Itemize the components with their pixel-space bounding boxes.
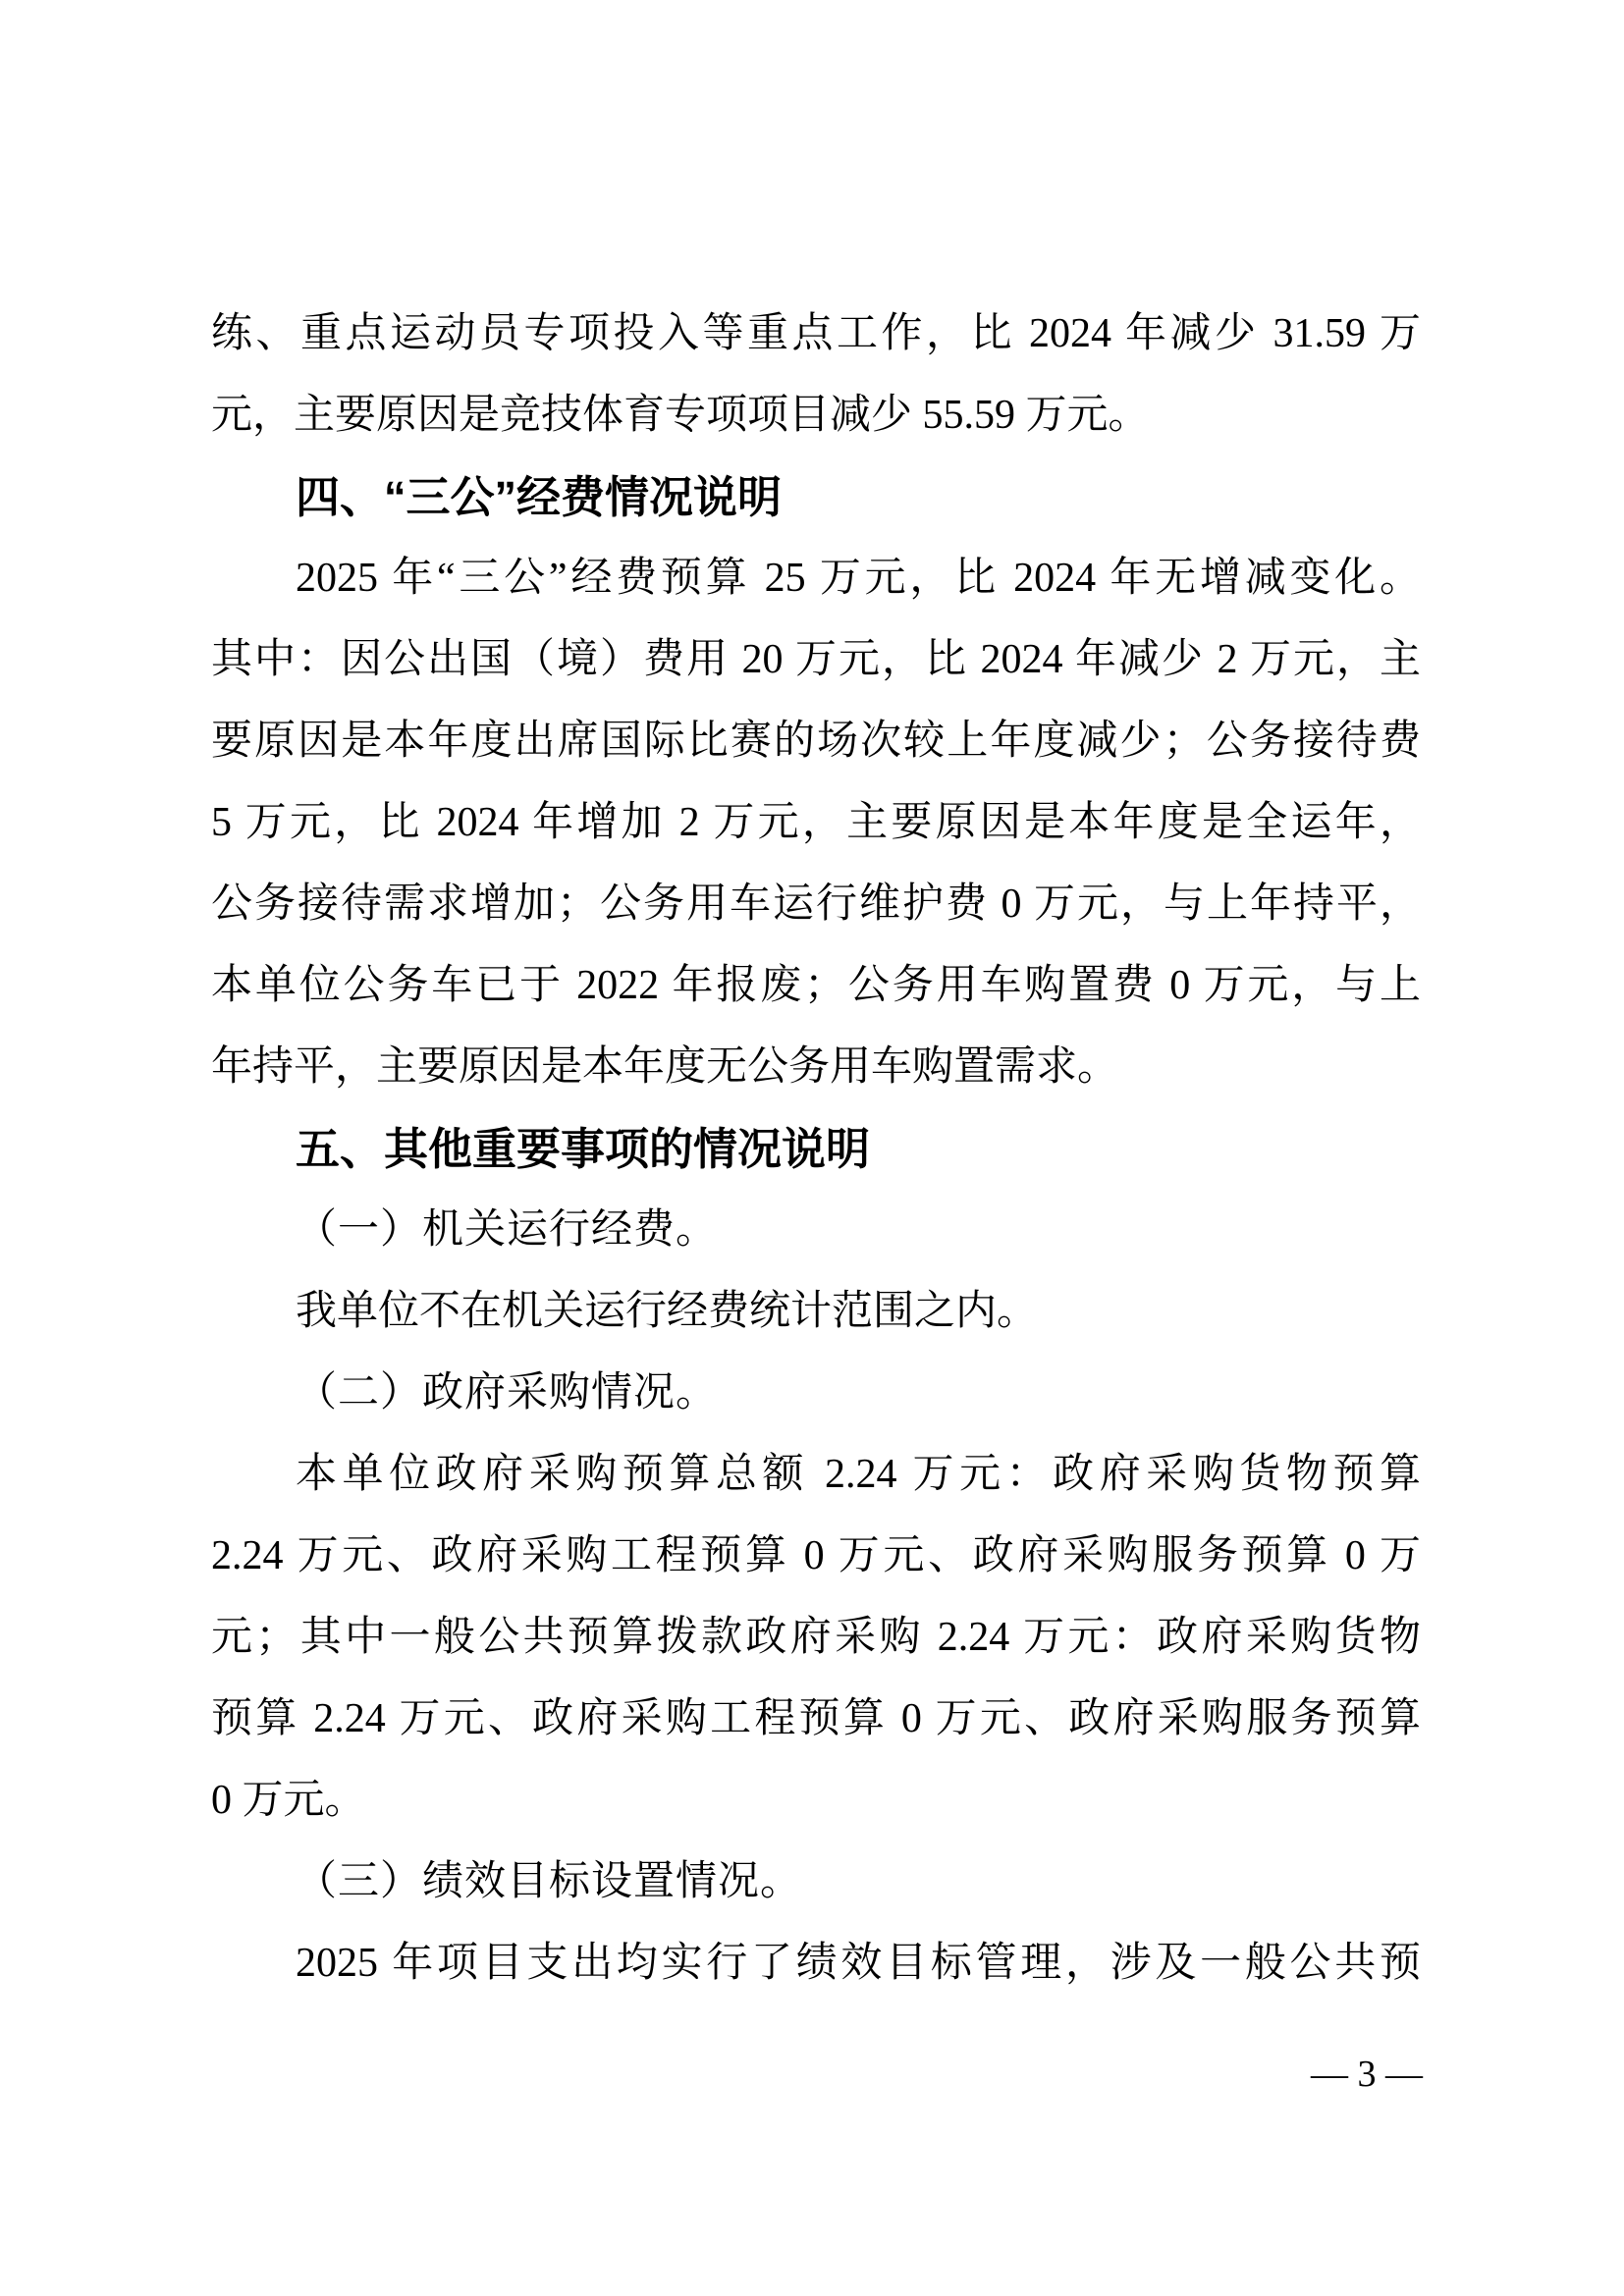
body-text-line: 元；其中一般公共预算拨款政府采购 2.24 万元：政府采购货物 — [211, 1615, 1421, 1660]
body-text-line: 2025 年项目支出均实行了绩效目标管理，涉及一般公共预 — [296, 1941, 1421, 1986]
body-text-line: 公务接待需求增加；公务用车运行维护费 0 万元，与上年持平， — [211, 881, 1421, 927]
body-text-line: 2.24 万元、政府采购工程预算 0 万元、政府采购服务预算 0 万 — [211, 1533, 1421, 1578]
document-body — [211, 294, 1421, 2004]
body-text-line: 我单位不在机关运行经费统计范围之内。 — [296, 1289, 1039, 1334]
body-text-line: 要原因是本年度出席国际比赛的场次较上年度减少；公务接待费 — [211, 719, 1421, 764]
body-text-line: 本单位政府采购预算总额 2.24 万元：政府采购货物预算 — [296, 1452, 1421, 1497]
sub-item-heading: （二）政府采购情况。 — [296, 1370, 719, 1415]
body-text-line: 元，主要原因是竞技体育专项项目减少 55.59 万元。 — [211, 393, 1150, 438]
body-text-line: 本单位公务车已于 2022 年报废；公务用车购置费 0 万元，与上 — [211, 963, 1421, 1008]
section-heading: 四、“三公”经费情况说明 — [296, 472, 783, 522]
body-text-line: 年持平，主要原因是本年度无公务用车购置需求。 — [211, 1044, 1119, 1090]
body-text-line: 0 万元。 — [211, 1778, 366, 1823]
body-text-line: 2025 年“三公”经费预算 25 万元，比 2024 年无增减变化。 — [296, 556, 1421, 601]
body-text-line: 其中：因公出国（境）费用 20 万元，比 2024 年减少 2 万元，主 — [211, 637, 1421, 682]
body-text-line: 预算 2.24 万元、政府采购工程预算 0 万元、政府采购服务预算 — [211, 1696, 1421, 1741]
body-text-line: 5 万元，比 2024 年增加 2 万元，主要原因是本年度是全运年， — [211, 800, 1421, 845]
sub-item-heading: （三）绩效目标设置情况。 — [296, 1859, 803, 1904]
page-number: — 3 — — [1311, 2054, 1423, 2095]
section-heading: 五、其他重要事项的情况说明 — [296, 1124, 871, 1174]
body-text-line: 练、重点运动员专项投入等重点工作，比 2024 年减少 31.59 万 — [211, 311, 1421, 356]
sub-item-heading: （一）机关运行经费。 — [296, 1207, 719, 1253]
